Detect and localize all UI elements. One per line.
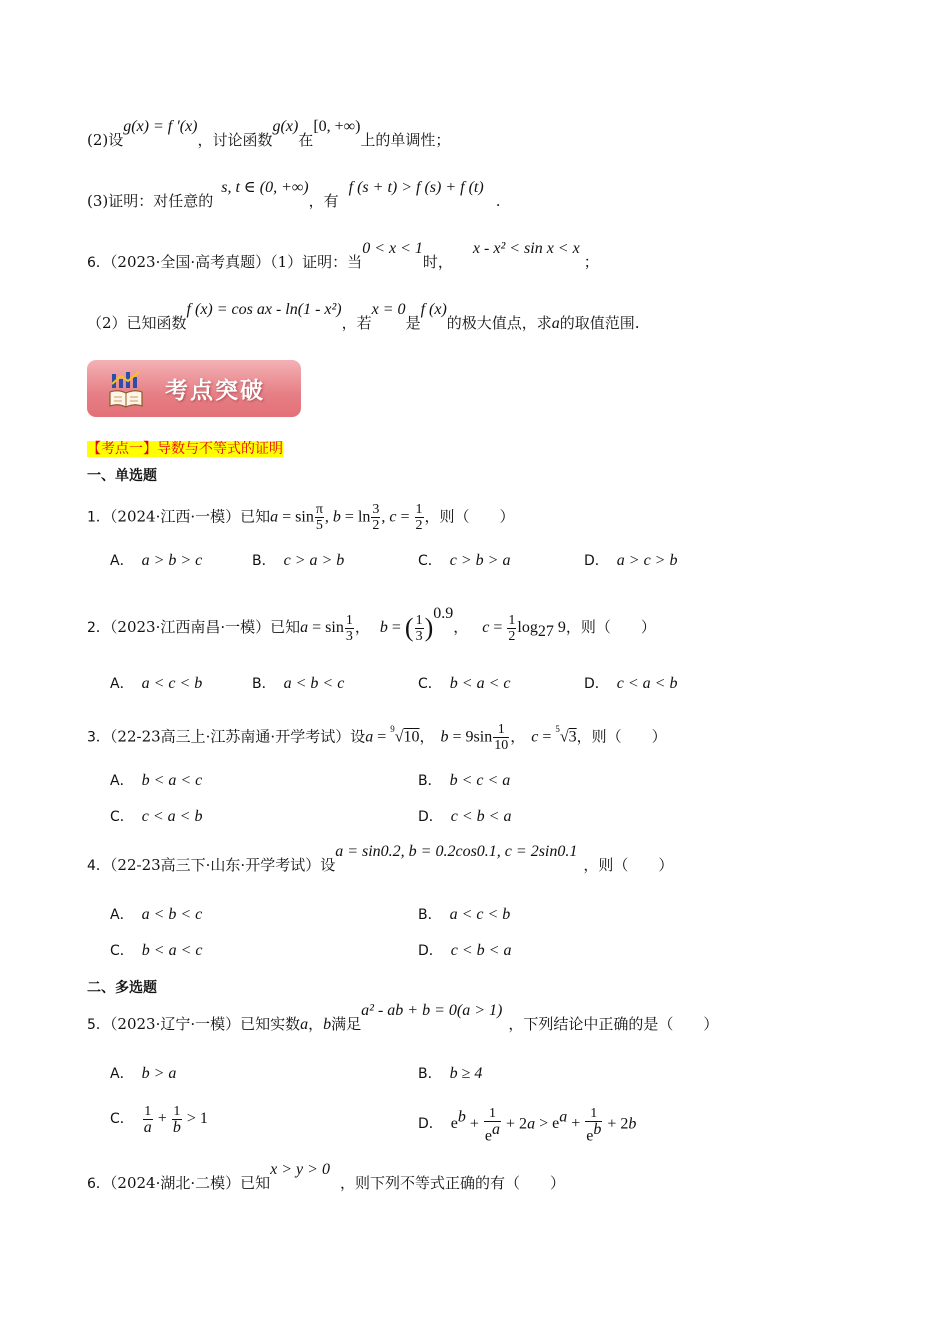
text: （2）已知函数 (87, 314, 187, 332)
question-number: 2． (87, 620, 110, 636)
option-c[interactable] (110, 940, 202, 961)
option-math: c > b > a (449, 552, 511, 569)
option-math: b > a (141, 1065, 177, 1082)
fraction: $\frac{1}{3}$ (415, 612, 423, 644)
subquestion-3 (87, 179, 890, 212)
option-math: a < c < b (449, 906, 511, 923)
book-chart-icon (109, 370, 143, 408)
option-label: C． (418, 676, 442, 692)
option-label: C． (110, 809, 134, 825)
option-math: c < b < a (450, 942, 512, 959)
fraction: $\frac{1}{e^a}$ (484, 1105, 501, 1144)
text: 时， (422, 253, 453, 271)
text: （22-23高三上·江苏南通·开学考试）设 (109, 727, 366, 746)
option-label: A． (110, 907, 134, 923)
text: 的取值范围. (559, 314, 640, 332)
option-d[interactable] (418, 806, 511, 827)
question-4 (87, 843, 890, 876)
option-label: B． (418, 773, 442, 789)
subquestion-2 (87, 118, 890, 151)
math: a² - ab + b = 0(a > 1) (361, 1002, 503, 1019)
fraction: $\frac{1}{a}$ (143, 1103, 152, 1136)
fraction: $\frac{1}{b}$ (172, 1103, 181, 1136)
option-math: b < a < c (449, 675, 511, 692)
question-2: 2．（2023·江西南昌·一模）已知a = sin $\frac{1}{3}$ ， b = ( $\frac{1}{3}$ )$^{0.9}$， c = $\frac{1}{2}$ $\log_{27} 9$，则（ ） (87, 605, 656, 644)
option-d[interactable] (418, 940, 511, 961)
question-number: 6． (87, 255, 110, 271)
text: ，则（ ） (576, 727, 667, 746)
text: ，下列结论中正确的是（ ） (508, 1015, 719, 1033)
math: x > y > 0 (270, 1161, 330, 1178)
option-label: B． (252, 676, 276, 692)
option-d[interactable] (584, 550, 677, 571)
option-c[interactable] (110, 806, 202, 827)
question-6 (87, 1161, 890, 1194)
text: ； (583, 253, 599, 271)
math-expression: a (270, 508, 279, 526)
option-a[interactable] (110, 1063, 176, 1084)
text: （2024·江西·一模）已知 (109, 507, 271, 526)
math: [0, +∞) (313, 118, 361, 135)
option-c[interactable] (418, 550, 510, 571)
text: ，讨论函数 (197, 131, 273, 149)
option-label: D． (584, 676, 609, 692)
text: 满足 (331, 1015, 362, 1033)
option-math: b < c < a (449, 772, 511, 789)
option-math: c < a < b (616, 675, 678, 692)
option-c[interactable]: C． $\frac{1}{a}$ + $\frac{1}{b}$ > 1 (110, 1103, 208, 1136)
section-title: 一、单选题 (87, 468, 157, 484)
banner-title: 考点突破 (165, 378, 265, 404)
text: （2023·辽宁·一模）已知实数 (109, 1015, 301, 1033)
question-number: 3． (87, 729, 110, 746)
text: 在 (298, 131, 314, 149)
question-3: 3．（22-23高三上·江苏南通·开学考试）设a = $^9$√10， b = 9sin $\frac{1}{10}$ ， c = $^5$√3，则（ ） (87, 722, 667, 753)
text: ，则下列不等式正确的有（ ） (339, 1174, 565, 1192)
math: 0 < x < 1 (362, 240, 423, 257)
option-b[interactable] (252, 673, 344, 694)
section-banner (87, 360, 301, 417)
question-number: 6． (87, 1176, 110, 1192)
math: x - x² < sin x < x (472, 240, 580, 257)
topic-label: 【考点一】导数与不等式的证明 (87, 441, 283, 457)
option-label: A． (110, 676, 134, 692)
topic-heading (87, 438, 890, 459)
section-single-choice (87, 465, 890, 486)
question-5 (87, 1002, 890, 1035)
option-b[interactable] (418, 1063, 482, 1084)
section-title: 二、多选题 (87, 980, 157, 996)
option-math: c > a > b (283, 552, 345, 569)
text: ，有 (308, 192, 339, 210)
text: （2023·江西南昌·一模）已知 (109, 618, 301, 636)
option-d[interactable]: D． $e^b$ + $\frac{1}{e^a}$ + $2a > e^a$ + $\frac{1}{e^b}$ + 2b (418, 1105, 637, 1144)
math: x = 0 (371, 301, 406, 318)
option-label: A． (110, 773, 134, 789)
question-number: 4． (87, 858, 110, 874)
fraction: $\frac{1}{2}$ (508, 612, 516, 644)
math: f (s + t) > f (s) + f (t) (348, 179, 484, 196)
option-label: B． (418, 907, 442, 923)
section-multi-choice (87, 977, 890, 998)
math: a (551, 315, 560, 332)
option-b[interactable] (418, 770, 510, 791)
option-label: D． (418, 1116, 443, 1133)
question-6-part-2 (87, 301, 890, 334)
math: f (x) (420, 301, 447, 318)
option-label: D． (418, 809, 443, 825)
text: (3)证明：对任意的 (87, 192, 214, 210)
math: a (300, 1016, 309, 1033)
text: ，若 (341, 314, 372, 332)
text: ，则（ ） (583, 856, 674, 874)
option-math: c < a < b (141, 808, 203, 825)
option-math: b < a < c (141, 942, 203, 959)
text: (2)设 (87, 131, 124, 149)
option-a[interactable] (110, 904, 202, 925)
text: （2024·湖北·二模）已知 (109, 1174, 271, 1192)
math: f (x) = cos ax - ln(1 - x²) (186, 301, 342, 318)
text: ，则（ ） (565, 618, 656, 636)
option-label: A． (110, 1066, 134, 1082)
option-label: C． (110, 1111, 134, 1127)
question-6-previous (87, 240, 890, 273)
option-math: a > b > c (141, 552, 203, 569)
option-a[interactable] (110, 770, 202, 791)
option-math: c < b < a (450, 808, 512, 825)
math: b (323, 1016, 332, 1033)
text: （2023·全国·高考真题）（1）证明：当 (109, 253, 363, 271)
option-d[interactable] (584, 673, 677, 694)
fraction: $\frac{1}{10}$ (494, 722, 509, 753)
option-b[interactable] (252, 550, 344, 571)
text: （22-23高三下·山东·开学考试）设 (109, 856, 336, 874)
option-math: b ≥ 4 (449, 1065, 483, 1082)
fraction: $\frac{1}{e^b}$ (586, 1105, 602, 1144)
option-math: a < b < c (283, 675, 345, 692)
option-label: C． (418, 553, 442, 569)
text: ，则（ ） (424, 507, 515, 526)
option-label: D． (418, 943, 443, 959)
text: 是 (405, 314, 421, 332)
option-c[interactable] (418, 673, 510, 694)
math: g(x) (272, 118, 299, 135)
question-number: 1． (87, 509, 110, 526)
option-math: a > c > b (616, 552, 678, 569)
math: g(x) = f ′(x) (123, 118, 198, 135)
math: a = sin0.2, b = 0.2cos0.1, c = 2sin0.1 (335, 843, 578, 860)
fraction: $\frac{1}{3}$ (345, 612, 353, 644)
fraction: $\frac{1}{2}$ (415, 502, 423, 533)
option-math: b < a < c (141, 772, 203, 789)
fraction: $\frac{\pi}{5}$ (315, 502, 323, 533)
math: s, t ∈ (0, +∞) (221, 179, 309, 196)
text: . (495, 192, 501, 210)
option-label: D． (584, 553, 609, 569)
fraction: $\frac{3}{2}$ (372, 502, 380, 533)
option-label: B． (252, 553, 276, 569)
question-number: 5． (87, 1017, 110, 1033)
question-1: 1．（2024·江西·一模）已知a = sin $\frac{\pi}{5}$ , b = ln $\frac{3}{2}$ , c = $\frac{1}{2}$ ，则（ ） (87, 502, 515, 533)
option-label: B． (418, 1066, 442, 1082)
option-a[interactable] (110, 550, 202, 571)
option-math: a < c < b (141, 675, 203, 692)
text: 的极大值点，求 (446, 314, 552, 332)
option-label: C． (110, 943, 134, 959)
option-b[interactable] (418, 904, 510, 925)
option-math: a < b < c (141, 906, 203, 923)
text: 上的单调性； (360, 131, 451, 149)
option-label: A． (110, 553, 134, 569)
text: ， (308, 1015, 324, 1033)
option-a[interactable] (110, 673, 202, 694)
